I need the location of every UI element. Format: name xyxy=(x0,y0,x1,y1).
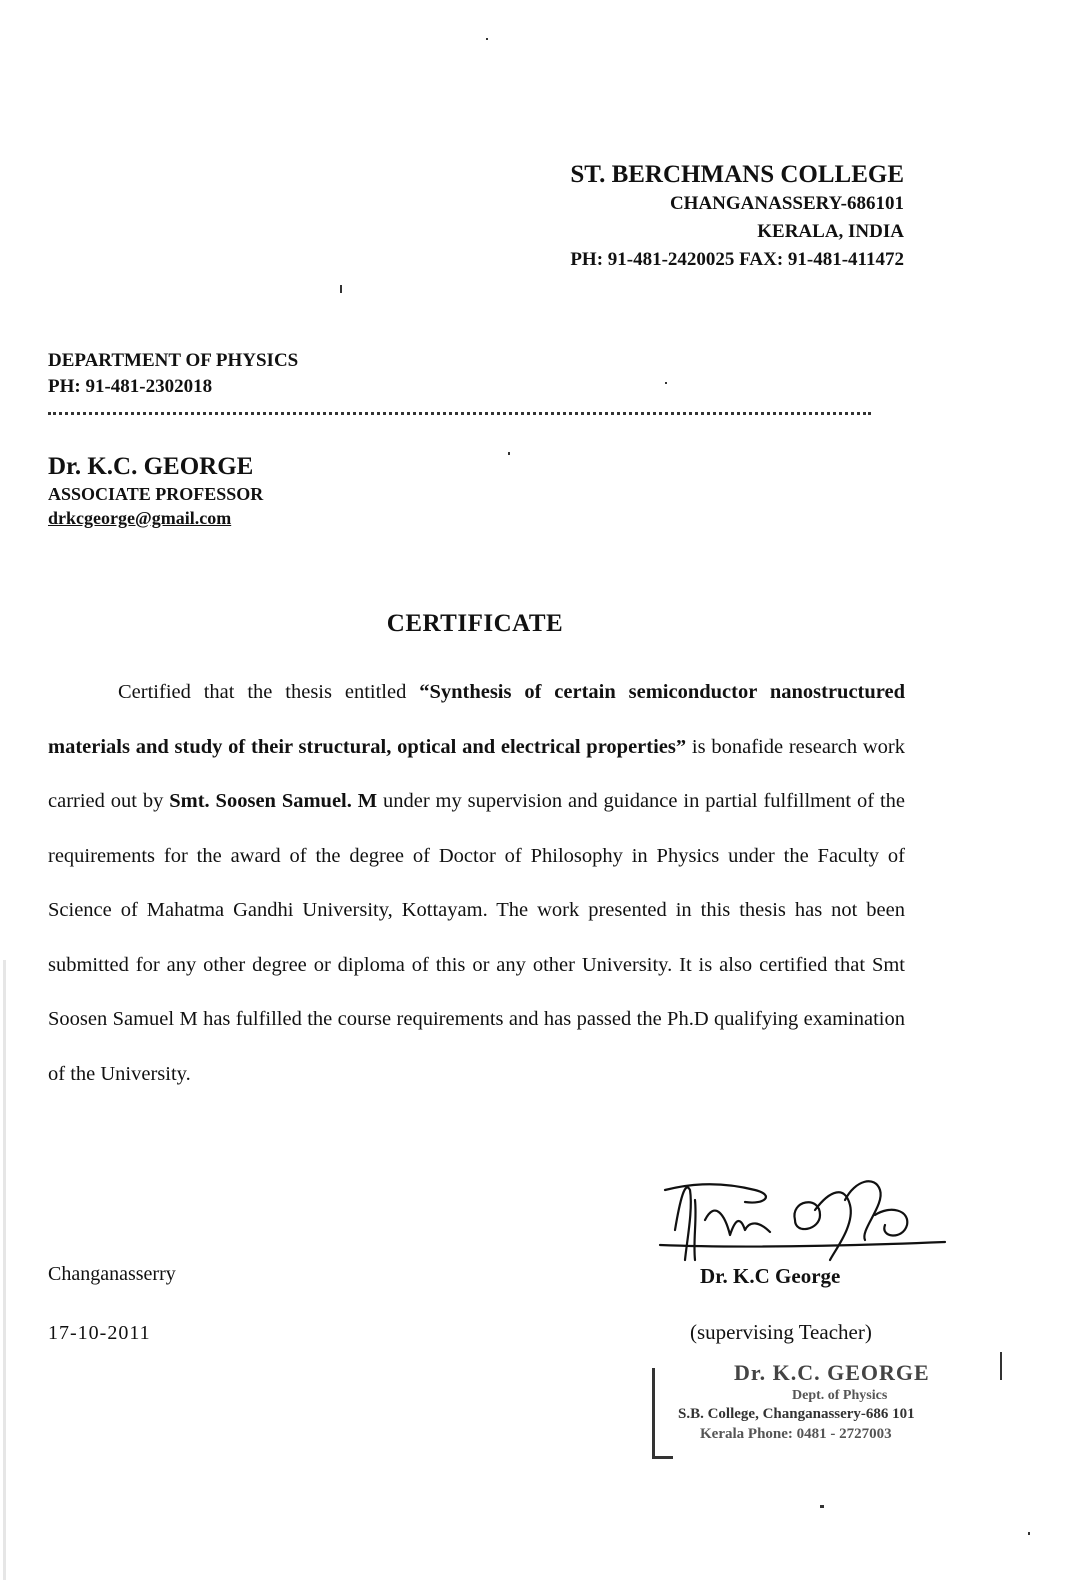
dotted-divider xyxy=(48,412,871,415)
place: Changanasserry xyxy=(48,1263,176,1285)
scan-speck xyxy=(665,382,667,384)
certificate-mid: is bonafide research work carried out by xyxy=(48,735,905,812)
letterhead xyxy=(570,160,904,274)
scan-speck xyxy=(508,452,510,455)
scan-speck xyxy=(340,285,342,293)
certificate-body xyxy=(48,665,905,1101)
candidate-name: Smt. Soosen Samuel. M xyxy=(169,790,378,812)
official-stamp xyxy=(652,1360,1002,1470)
professor-block xyxy=(48,452,263,530)
stamp-line-phone: Kerala Phone: 0481 - 2727003 xyxy=(700,1426,892,1442)
stamp-border xyxy=(652,1368,673,1459)
stamp-line-college: S.B. College, Changanassery-686 101 xyxy=(678,1406,915,1422)
stamp-line-name: Dr. K.C. GEORGE xyxy=(734,1360,930,1385)
certificate-paragraph xyxy=(48,665,905,1101)
scan-speck xyxy=(820,1505,824,1508)
scan-speck xyxy=(1000,1352,1002,1380)
thesis-title: “Synthesis of certain semiconductor nanostructured materials and study of their structural, optical and electrical properties” xyxy=(48,681,905,758)
scan-edge xyxy=(3,960,6,1580)
college-city: CHANGANASSERY-686101 xyxy=(669,193,904,214)
signatory-role: (supervising Teacher) xyxy=(690,1320,872,1344)
professor-email[interactable]: drkcgeorge@gmail.com xyxy=(48,508,232,528)
stamp-line-dept: Dept. of Physics xyxy=(792,1388,888,1403)
college-name: ST. BERCHMANS COLLEGE xyxy=(570,161,904,188)
signature-image xyxy=(645,1160,955,1270)
scan-speck xyxy=(486,38,488,40)
department-block xyxy=(48,348,298,400)
department-name: DEPARTMENT OF PHYSICS xyxy=(48,350,299,371)
college-state: KERALA, INDIA xyxy=(757,221,904,242)
scan-speck xyxy=(1028,1532,1030,1535)
professor-name: Dr. K.C. GEORGE xyxy=(48,453,254,480)
college-contact: PH: 91-481-2420025 FAX: 91-481-411472 xyxy=(570,249,904,270)
signatory-name: Dr. K.C George xyxy=(700,1264,841,1288)
certificate-rest: under my supervision and guidance in partial fulfillment of the requirements for the award of the degree of Doctor of Philosophy in Physics under the Faculty of Science of Mahatma Gandhi University, Kottayam. The work presented in this thesis has not been submitted for any other degree or diploma of this or any other University. It is also certified that Smt Soosen Samuel M has fulfilled the course requirements and has passed the Ph.D qualifying examination of the University. xyxy=(48,790,906,1085)
certificate-lead: Certified that the thesis entitled xyxy=(118,681,407,703)
date: 17-10-2011 xyxy=(48,1322,151,1344)
certificate-heading: CERTIFICATE xyxy=(386,610,564,637)
department-phone: PH: 91-481-2302018 xyxy=(48,376,213,397)
professor-title: ASSOCIATE PROFESSOR xyxy=(48,484,264,504)
